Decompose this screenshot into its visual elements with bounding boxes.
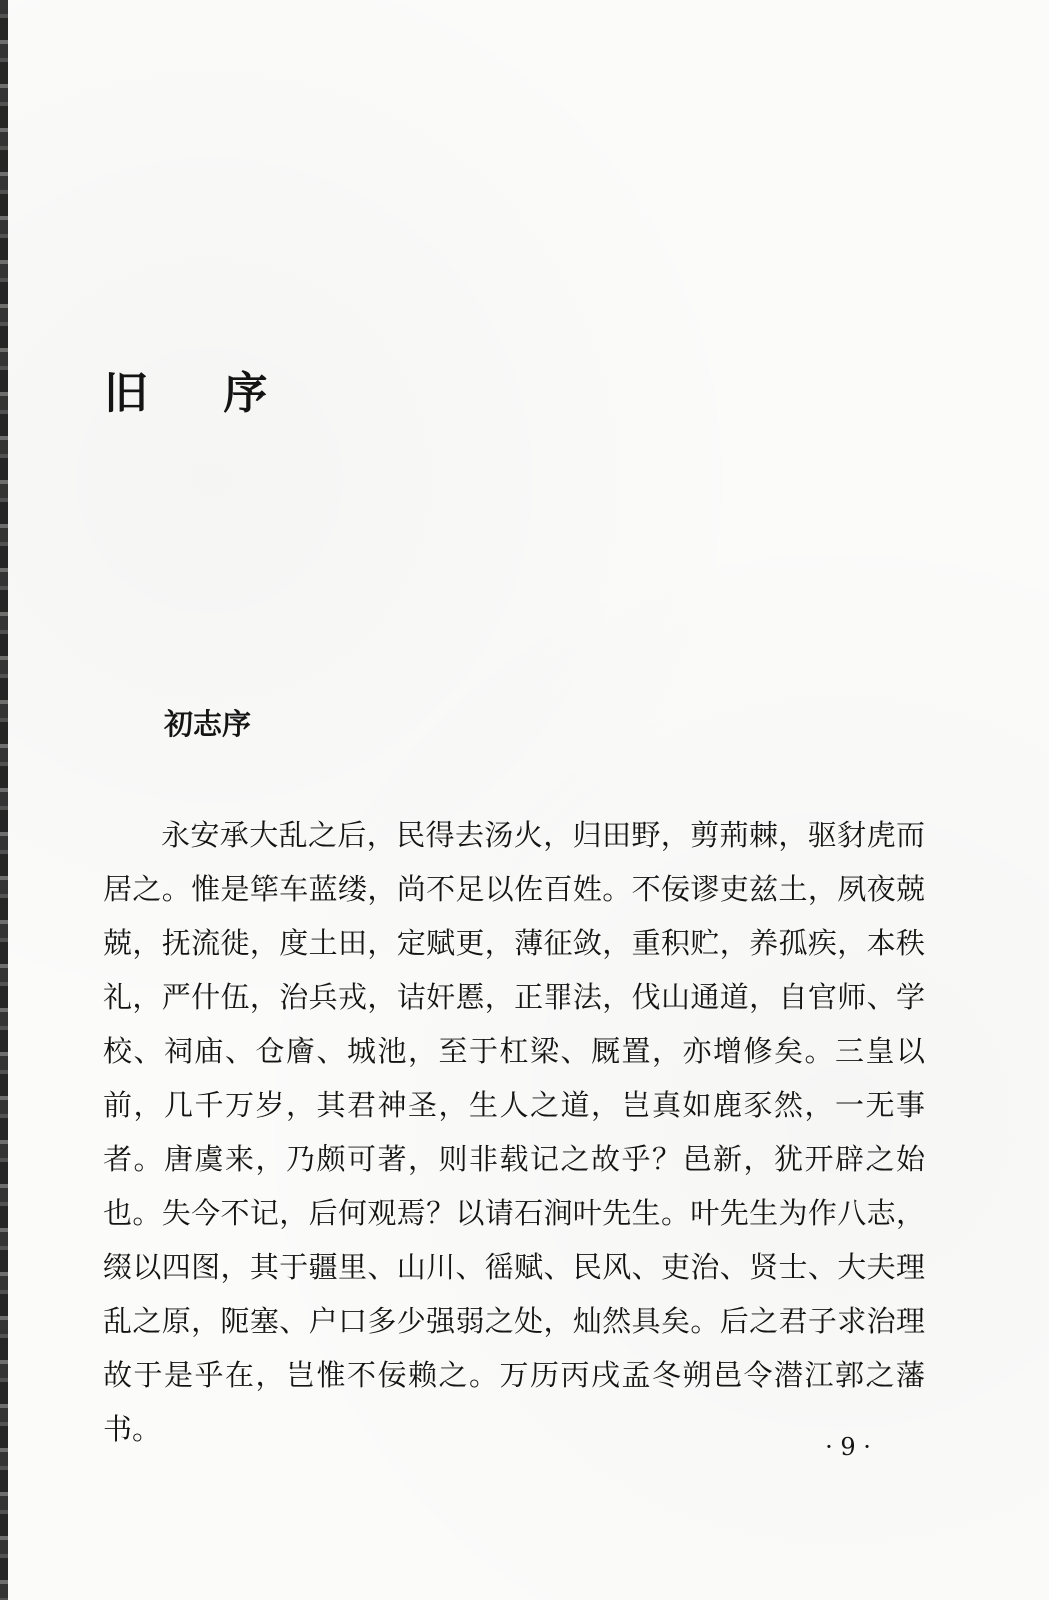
scan-edge-artifact: [0, 0, 8, 1600]
chapter-heading: 旧 序: [104, 368, 298, 419]
section-title: 初志序: [164, 707, 252, 741]
body-paragraph: 永安承大乱之后，民得去汤火，归田野，剪荊棘，驱豺虎而居之。惟是筚车蓝缕，尚不足以佐百姓。不佞谬吏兹土，夙夜兢兢，抚流徙，度土田，定赋更，薄征敛，重积贮，养孤疾，本秩礼，严什伍，治兵戎，诘奸慝，正罪法，伐山通道，自官师、学校、祠庙、仓廥、城池，至于杠梁、厩置，亦增修矣。三皇以前，几千万岁，其君神圣，生人之道，岂真如鹿豕然，一无事者。唐虞来，乃颇可著，则非载记之故乎？邑新，犹开辟之始也。失今不记，后何观焉？以请石涧叶先生。叶先生为作八志，缀以四图，其于疆里、山川、徭赋、民风、吏治、贤士、大夫理乱之原，阨塞、户口多少强弱之处，灿然具矣。后之君子求治理故于是乎在，岂惟不佞赖之。万历丙戌孟冬朔邑令潜江郭之藩书。: [103, 818, 925, 1446]
page-number: · 9 ·: [825, 1433, 871, 1461]
